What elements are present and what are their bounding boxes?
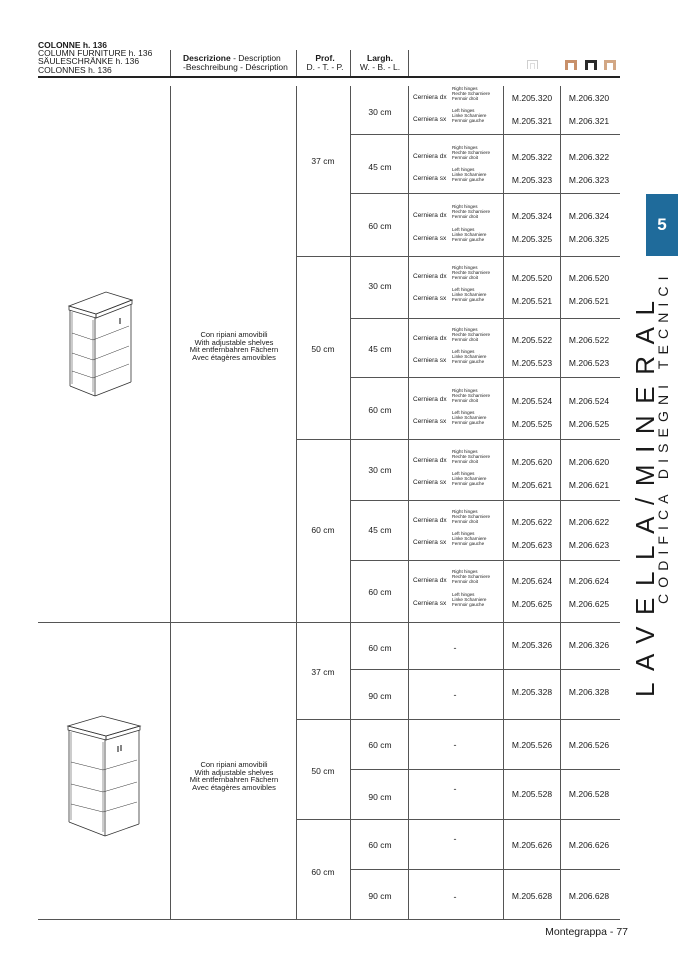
hinge-right-label: Cerniera dx	[413, 335, 447, 342]
product-code: M.206.328	[568, 687, 610, 697]
width-value: 45 cm	[368, 344, 392, 354]
hinge-right-label: Cerniera dx	[413, 153, 447, 160]
translation-line: Left hinges	[452, 471, 475, 476]
translation-line: Right hinges	[452, 145, 478, 150]
width-value: 45 cm	[368, 162, 392, 172]
translation-line: Linke Scharniere	[452, 172, 487, 178]
depth-value: 60 cm	[311, 867, 335, 877]
hinge-right-label: Cerniera dx	[413, 273, 447, 280]
row-divider	[350, 377, 620, 378]
hinge-right-translations	[452, 145, 490, 160]
hinge-right-translations	[452, 449, 490, 464]
translation-line: Rechte Scharniere	[452, 91, 491, 97]
hinge-left-translations	[452, 349, 486, 364]
translation-line: Rechte Scharniere	[452, 332, 491, 338]
translation-line: Rechte Scharniere	[452, 150, 491, 156]
page-heading	[38, 41, 178, 74]
hinge-none: -	[453, 834, 457, 844]
hinge-right-label: Cerniera dx	[413, 94, 447, 101]
section2-description	[172, 761, 296, 791]
width-value: 60 cm	[368, 587, 392, 597]
translation-line: Right hinges	[452, 569, 478, 574]
width-value: 60 cm	[368, 643, 392, 653]
translation-line: Rechte Scharniere	[452, 454, 491, 460]
heading-line: SÄULESCHRÄNKE h. 136	[38, 56, 140, 67]
product-code: M.206.521	[568, 296, 610, 306]
translation-line: Rechte Scharniere	[452, 270, 491, 276]
width-value: 90 cm	[368, 891, 392, 901]
product-code: M.206.321	[568, 116, 610, 126]
description-line: Mit entfernbahren Fächern	[189, 775, 279, 785]
translation-line: Rechte Scharniere	[452, 514, 491, 520]
depth-sub-label: D. - T. - P.	[306, 62, 344, 72]
translation-line: Rechte Scharniere	[452, 574, 491, 580]
product-code: M.206.525	[568, 419, 610, 429]
finish-swatch-maple-icon	[604, 60, 616, 70]
hinge-none: -	[453, 643, 457, 653]
row-divider	[350, 318, 620, 319]
product-code: M.206.526	[568, 740, 610, 750]
hinge-left-translations	[452, 167, 486, 182]
product-code: M.205.528	[511, 789, 553, 799]
product-code: M.205.322	[511, 152, 553, 162]
product-code: M.205.326	[511, 640, 553, 650]
row-divider	[350, 193, 620, 194]
hinge-right-translations	[452, 204, 490, 219]
width-sub-label: W. - B. - L.	[359, 62, 401, 72]
translation-line: Left hinges	[452, 410, 475, 415]
header-divider	[350, 50, 351, 76]
product-code: M.206.628	[568, 891, 610, 901]
hinge-right-label: Cerniera dx	[413, 212, 447, 219]
description-label-bold: Descrizione	[183, 53, 231, 63]
product-code: M.206.326	[568, 640, 610, 650]
hinge-left-label: Cerniera sx	[413, 600, 447, 607]
hinge-right-label: Cerniera dx	[413, 517, 447, 524]
width-value: 45 cm	[368, 525, 392, 535]
translation-line: Left hinges	[452, 349, 475, 354]
product-code: M.206.625	[568, 599, 610, 609]
finish-swatch-black-icon	[585, 60, 597, 70]
translation-line: Fermoir droit	[452, 579, 479, 585]
translation-line: Fermoir droit	[452, 459, 479, 465]
depth-value: 50 cm	[311, 766, 335, 776]
hinge-none: -	[453, 740, 457, 750]
translation-line: Right hinges	[452, 388, 478, 393]
brand-vertical-title: LAVELLA/MINERAL	[630, 289, 660, 697]
translation-line: Right hinges	[452, 327, 478, 332]
double-door-cabinet-drawing	[62, 712, 144, 838]
hinge-right-label: Cerniera dx	[413, 457, 447, 464]
page-footer: Montegrappa - 77	[545, 926, 628, 938]
translation-line: Fermoir droit	[452, 96, 479, 102]
product-code: M.205.626	[511, 840, 553, 850]
width-value: 60 cm	[368, 740, 392, 750]
translation-line: Right hinges	[452, 449, 478, 454]
depth-value: 37 cm	[311, 156, 335, 166]
heading-line: COLUMN FURNITURE h. 136	[38, 48, 153, 59]
product-code: M.206.324	[568, 211, 610, 221]
translation-line: Linke Scharniere	[452, 354, 487, 360]
description-label-rest: - Description	[230, 53, 281, 63]
description-line: Con ripiani amovibili	[200, 760, 268, 769]
translation-line: Left hinges	[452, 108, 475, 113]
product-code: M.205.622	[511, 517, 553, 527]
translation-line: Fermoir gauche	[452, 481, 485, 487]
row-divider	[350, 669, 620, 670]
translation-line: Linke Scharniere	[452, 597, 487, 603]
translation-line: Fermoir droit	[452, 275, 479, 281]
header-rule	[38, 76, 620, 78]
description-line: Avec étagères amovibles	[192, 782, 276, 792]
hinge-right-translations	[452, 265, 490, 280]
depth-group-divider	[296, 719, 620, 720]
hinge-left-translations	[452, 227, 486, 242]
translation-line: Fermoir droit	[452, 519, 479, 525]
product-code: M.205.523	[511, 358, 553, 368]
width-value: 30 cm	[368, 107, 392, 117]
translation-line: Fermoir gauche	[452, 297, 485, 303]
width-value: 90 cm	[368, 691, 392, 701]
column-divider	[170, 86, 171, 919]
product-code: M.205.324	[511, 211, 553, 221]
hinge-right-translations	[452, 569, 490, 584]
hinge-right-label: Cerniera dx	[413, 396, 447, 403]
translation-line: Fermoir gauche	[452, 359, 485, 365]
width-value: 60 cm	[368, 221, 392, 231]
translation-line: Fermoir gauche	[452, 237, 485, 243]
hinge-left-label: Cerniera sx	[413, 235, 447, 242]
product-code: M.206.320	[568, 93, 610, 103]
hinge-right-translations	[452, 388, 490, 403]
width-label: Largh.	[367, 53, 393, 63]
hinge-left-label: Cerniera sx	[413, 357, 447, 364]
translation-line: Rechte Scharniere	[452, 393, 491, 399]
finish-swatch-oak-icon	[565, 60, 577, 70]
hinge-none: -	[453, 892, 457, 902]
translation-line: Linke Scharniere	[452, 113, 487, 119]
product-code: M.206.621	[568, 480, 610, 490]
header-divider	[296, 50, 297, 76]
translation-line: Fermoir droit	[452, 398, 479, 404]
hinge-left-translations	[452, 592, 486, 607]
hinge-right-translations	[452, 327, 490, 342]
hinge-left-label: Cerniera sx	[413, 295, 447, 302]
hinge-left-translations	[452, 108, 486, 123]
product-code: M.206.624	[568, 576, 610, 586]
depth-label: Prof.	[315, 53, 335, 63]
header-divider	[170, 50, 171, 76]
translation-line: Right hinges	[452, 86, 478, 91]
hinge-left-translations	[452, 287, 486, 302]
depth-group-divider	[296, 439, 620, 440]
depth-group-divider	[296, 819, 620, 820]
product-code: M.206.524	[568, 396, 610, 406]
translation-line: Left hinges	[452, 592, 475, 597]
hinge-left-label: Cerniera sx	[413, 479, 447, 486]
translation-line: Linke Scharniere	[452, 536, 487, 542]
depth-value: 37 cm	[311, 667, 335, 677]
translation-line: Right hinges	[452, 204, 478, 209]
translation-line: Fermoir gauche	[452, 602, 485, 608]
finish-swatch-white-icon	[527, 60, 538, 69]
translation-line: Left hinges	[452, 167, 475, 172]
translation-line: Linke Scharniere	[452, 232, 487, 238]
product-code: M.205.520	[511, 273, 553, 283]
row-divider	[350, 134, 620, 135]
row-divider	[350, 560, 620, 561]
product-code: M.205.323	[511, 175, 553, 185]
product-code: M.206.325	[568, 234, 610, 244]
product-code: M.205.522	[511, 335, 553, 345]
product-code: M.205.624	[511, 576, 553, 586]
brand-vertical-subtitle: CODIFICA DISEGNI TECNICI	[655, 270, 671, 604]
hinge-left-label: Cerniera sx	[413, 539, 447, 546]
product-code: M.206.522	[568, 335, 610, 345]
translation-line: Fermoir droit	[452, 214, 479, 220]
translation-line: Fermoir gauche	[452, 118, 485, 124]
translation-line: Right hinges	[452, 509, 478, 514]
description-line: Con ripiani amovibili	[200, 330, 268, 339]
translation-line: Right hinges	[452, 265, 478, 270]
product-code: M.205.320	[511, 93, 553, 103]
translation-line: Left hinges	[452, 531, 475, 536]
translation-line: Fermoir gauche	[452, 177, 485, 183]
translation-line: Linke Scharniere	[452, 292, 487, 298]
product-code: M.205.521	[511, 296, 553, 306]
hinge-left-translations	[452, 471, 486, 486]
product-code: M.205.621	[511, 480, 553, 490]
row-divider	[350, 500, 620, 501]
width-value: 30 cm	[368, 465, 392, 475]
product-code: M.206.623	[568, 540, 610, 550]
description-line: Mit entfernbahren Fächern	[189, 345, 279, 355]
product-code: M.205.628	[511, 891, 553, 901]
product-code: M.206.622	[568, 517, 610, 527]
hinge-right-translations	[452, 509, 490, 524]
translation-line: Fermoir droit	[452, 155, 479, 161]
hinge-left-label: Cerniera sx	[413, 418, 447, 425]
product-code: M.206.528	[568, 789, 610, 799]
translation-line: Fermoir droit	[452, 337, 479, 343]
description-line: With adjustable shelves	[194, 767, 274, 777]
column-divider	[296, 86, 297, 919]
hinge-right-translations	[452, 86, 490, 101]
heading-line: COLONNES h. 136	[38, 64, 112, 75]
width-value: 60 cm	[368, 405, 392, 415]
hinge-left-translations	[452, 410, 486, 425]
product-code: M.206.620	[568, 457, 610, 467]
depth-value: 50 cm	[311, 344, 335, 354]
product-code: M.205.625	[511, 599, 553, 609]
product-code: M.206.323	[568, 175, 610, 185]
translation-line: Left hinges	[452, 227, 475, 232]
depth-group-divider	[296, 256, 620, 257]
section1-description	[172, 331, 296, 361]
hinge-right-label: Cerniera dx	[413, 577, 447, 584]
hinge-none: -	[453, 690, 457, 700]
product-code: M.205.525	[511, 419, 553, 429]
width-column-header	[352, 54, 408, 72]
product-code: M.206.523	[568, 358, 610, 368]
hinge-none: -	[453, 784, 457, 794]
product-code: M.205.321	[511, 116, 553, 126]
hinge-left-translations	[452, 531, 486, 546]
section-divider	[38, 622, 620, 623]
chapter-tab	[646, 194, 678, 256]
product-code: M.205.524	[511, 396, 553, 406]
translation-line: Linke Scharniere	[452, 415, 487, 421]
translation-line: Rechte Scharniere	[452, 209, 491, 215]
product-code: M.205.328	[511, 687, 553, 697]
row-divider	[350, 769, 620, 770]
product-code: M.206.626	[568, 840, 610, 850]
description-column-header	[183, 54, 288, 72]
width-value: 60 cm	[368, 840, 392, 850]
description-line: Avec étagères amovibles	[192, 352, 276, 362]
row-divider	[350, 869, 620, 870]
translation-line: Linke Scharniere	[452, 476, 487, 482]
heading-line: COLONNE h. 136	[38, 40, 107, 50]
product-code: M.206.520	[568, 273, 610, 283]
depth-value: 60 cm	[311, 525, 335, 535]
single-door-cabinet-drawing	[60, 288, 140, 398]
product-code: M.205.620	[511, 457, 553, 467]
chapter-number: 5	[657, 215, 667, 234]
product-code: M.205.325	[511, 234, 553, 244]
product-code: M.205.623	[511, 540, 553, 550]
description-label-line2: -Beschreibung - Déscription	[183, 62, 288, 72]
hinge-left-label: Cerniera sx	[413, 175, 447, 182]
product-code: M.205.526	[511, 740, 553, 750]
width-value: 30 cm	[368, 281, 392, 291]
translation-line: Fermoir gauche	[452, 420, 485, 426]
hinge-left-label: Cerniera sx	[413, 116, 447, 123]
header-divider	[408, 50, 409, 76]
translation-line: Fermoir gauche	[452, 541, 485, 547]
table-bottom-rule	[38, 919, 620, 920]
description-line: With adjustable shelves	[194, 337, 274, 347]
translation-line: Left hinges	[452, 287, 475, 292]
depth-column-header	[300, 54, 350, 72]
width-value: 90 cm	[368, 792, 392, 802]
product-code: M.206.322	[568, 152, 610, 162]
